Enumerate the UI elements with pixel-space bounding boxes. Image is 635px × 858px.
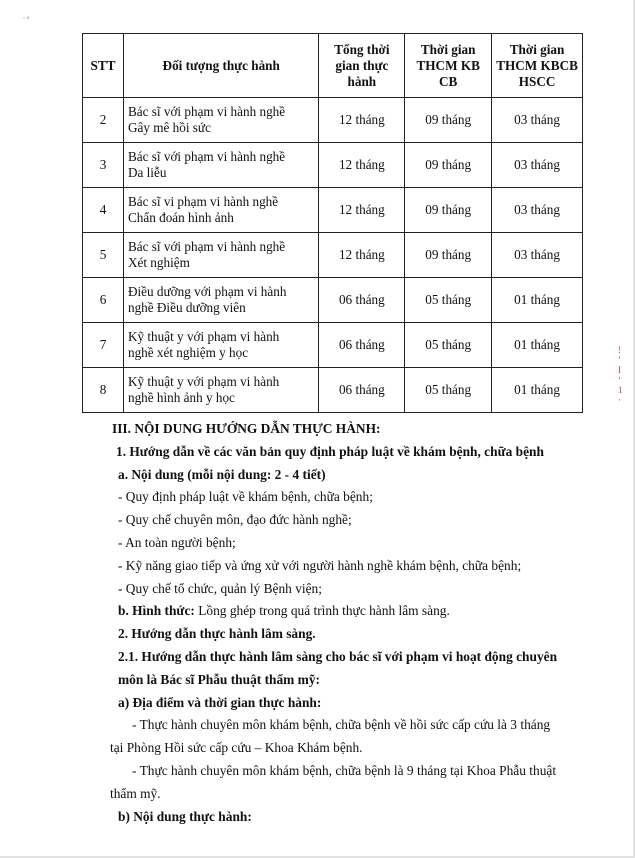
practice-time-table bbox=[82, 33, 583, 413]
bullet-item: - Quy chế chuyên môn, đạo đức hành nghề; bbox=[118, 512, 352, 528]
table-row bbox=[83, 188, 583, 233]
row-stt: 8 bbox=[83, 368, 124, 413]
row-kb-time: 09 tháng bbox=[405, 143, 492, 188]
margin-mark: · bbox=[618, 395, 621, 405]
row-hscc-time: 03 tháng bbox=[492, 233, 583, 278]
object-line-2: Chẩn đoán hình ảnh bbox=[127, 210, 234, 225]
bullet-item: - Quy định pháp luật về khám bệnh, chữa bệnh; bbox=[118, 489, 373, 505]
object-line-1: Bác sĩ vi phạm vi hành nghề bbox=[127, 194, 279, 209]
object-line-1: Kỹ thuật y với phạm vi hành bbox=[127, 374, 280, 389]
row-kb-time: 09 tháng bbox=[405, 233, 492, 278]
row-stt: 6 bbox=[83, 278, 124, 323]
margin-mark: I bbox=[618, 365, 621, 375]
row-object bbox=[123, 188, 318, 233]
row-hscc-time: 01 tháng bbox=[492, 278, 583, 323]
margin-mark: ‘ bbox=[618, 375, 621, 385]
row-object bbox=[123, 323, 318, 368]
object-line-2: nghề hình ảnh y học bbox=[127, 390, 235, 405]
table-header-row bbox=[83, 34, 583, 98]
table-row bbox=[83, 233, 583, 278]
paragraph-1-line2: tại Phòng Hồi sức cấp cứu – Khoa Khám bệnh. bbox=[110, 740, 363, 756]
header-total-time: Tổng thời gian thực hành bbox=[319, 34, 405, 98]
row-object bbox=[123, 98, 318, 143]
row-object bbox=[123, 233, 318, 278]
row-kb-time: 05 tháng bbox=[405, 368, 492, 413]
section-title: III. NỘI DUNG HƯỚNG DẪN THỰC HÀNH: bbox=[112, 421, 381, 436]
heading-clinical-practice: 2. Hướng dẫn thực hành lâm sàng. bbox=[118, 626, 316, 642]
guidance-content bbox=[112, 418, 587, 828]
row-total-time: 12 tháng bbox=[319, 98, 405, 143]
row-hscc-time: 01 tháng bbox=[492, 323, 583, 368]
paragraph-2-line1: - Thực hành chuyên môn khám bệnh, chữa bệnh là 9 tháng tại Khoa Phẫu thuật bbox=[132, 762, 557, 778]
object-line-1: Bác sĩ với phạm vi hành nghề bbox=[127, 239, 286, 254]
row-kb-time: 09 tháng bbox=[405, 98, 492, 143]
table-row bbox=[83, 98, 583, 143]
row-kb-time: 09 tháng bbox=[405, 188, 492, 233]
row-total-time: 06 tháng bbox=[319, 368, 405, 413]
row-object bbox=[123, 368, 318, 413]
row-stt: 4 bbox=[83, 188, 124, 233]
object-line-2: nghề xét nghiệm y học bbox=[127, 345, 249, 360]
object-line-2: nghề Điều dưỡng viên bbox=[127, 300, 246, 315]
object-line-2: Da liễu bbox=[127, 165, 167, 180]
margin-mark: 1 bbox=[618, 385, 623, 395]
row-hscc-time: 03 tháng bbox=[492, 188, 583, 233]
format-text: Lồng ghép trong quá trình thực hành lâm sàng. bbox=[194, 603, 450, 619]
row-object bbox=[123, 278, 318, 323]
row-total-time: 06 tháng bbox=[319, 278, 405, 323]
heading-2-1-line1: 2.1. Hướng dẫn thực hành lâm sàng cho bác sĩ với phạm vi hoạt động chuyên bbox=[118, 648, 558, 664]
format-line bbox=[112, 600, 587, 623]
row-kb-time: 05 tháng bbox=[405, 278, 492, 323]
bullet-item: - Quy chế tổ chức, quản lý Bệnh viện; bbox=[118, 580, 322, 596]
row-stt: 2 bbox=[83, 98, 124, 143]
table-row bbox=[83, 278, 583, 323]
row-total-time: 12 tháng bbox=[319, 143, 405, 188]
row-hscc-time: 03 tháng bbox=[492, 98, 583, 143]
heading-content-a: a. Nội dung (mỗi nội dung: 2 - 4 tiết) bbox=[118, 466, 326, 482]
object-line-1: Bác sĩ với phạm vi hành nghề bbox=[127, 104, 286, 119]
object-line-1: Kỹ thuật y với phạm vi hành bbox=[127, 329, 280, 344]
bullet-item: - An toàn người bệnh; bbox=[118, 534, 236, 550]
margin-marks bbox=[618, 345, 628, 405]
object-line-1: Điều dưỡng với phạm vi hành bbox=[127, 284, 287, 299]
header-stt: STT bbox=[83, 34, 124, 98]
row-total-time: 12 tháng bbox=[319, 188, 405, 233]
heading-legal-docs: 1. Hướng dẫn về các văn bản quy định pháp luật về khám bệnh, chữa bệnh bbox=[116, 443, 544, 459]
object-line-2: Gây mê hồi sức bbox=[127, 120, 211, 135]
header-kb-time: Thời gian THCM KB CB bbox=[405, 34, 492, 98]
margin-mark: ! bbox=[618, 345, 621, 355]
table-row bbox=[83, 143, 583, 188]
row-kb-time: 05 tháng bbox=[405, 323, 492, 368]
row-total-time: 12 tháng bbox=[319, 233, 405, 278]
paragraph-1-line1: - Thực hành chuyên môn khám bệnh, chữa bệnh về hồi sức cấp cứu là 3 tháng bbox=[132, 717, 551, 733]
row-stt: 3 bbox=[83, 143, 124, 188]
heading-practice-content: b) Nội dung thực hành: bbox=[118, 808, 252, 824]
row-stt: 5 bbox=[83, 233, 124, 278]
heading-location-time: a) Địa điểm và thời gian thực hành: bbox=[118, 694, 322, 710]
margin-mark: ’ bbox=[618, 355, 621, 365]
format-label: b. Hình thức: bbox=[118, 603, 195, 619]
header-object: Đối tượng thực hành bbox=[123, 34, 318, 98]
heading-2-1-line2: môn là Bác sĩ Phẫu thuật thẩm mỹ: bbox=[118, 671, 320, 687]
paragraph-2-line2: thẩm mỹ. bbox=[110, 785, 161, 801]
table-row bbox=[83, 368, 583, 413]
row-hscc-time: 01 tháng bbox=[492, 368, 583, 413]
object-line-1: Bác sĩ với phạm vi hành nghề bbox=[127, 149, 286, 164]
row-object bbox=[123, 143, 318, 188]
row-hscc-time: 03 tháng bbox=[492, 143, 583, 188]
header-hscc-time: Thời gian THCM KBCB HSCC bbox=[492, 34, 583, 98]
row-total-time: 06 tháng bbox=[319, 323, 405, 368]
corner-mark: ˙˚ bbox=[22, 14, 30, 28]
row-stt: 7 bbox=[83, 323, 124, 368]
bullet-item: - Kỹ năng giao tiếp và ứng xử với người hành nghề khám bệnh, chữa bệnh; bbox=[118, 557, 522, 573]
object-line-2: Xét nghiệm bbox=[127, 255, 190, 270]
table-row bbox=[83, 323, 583, 368]
